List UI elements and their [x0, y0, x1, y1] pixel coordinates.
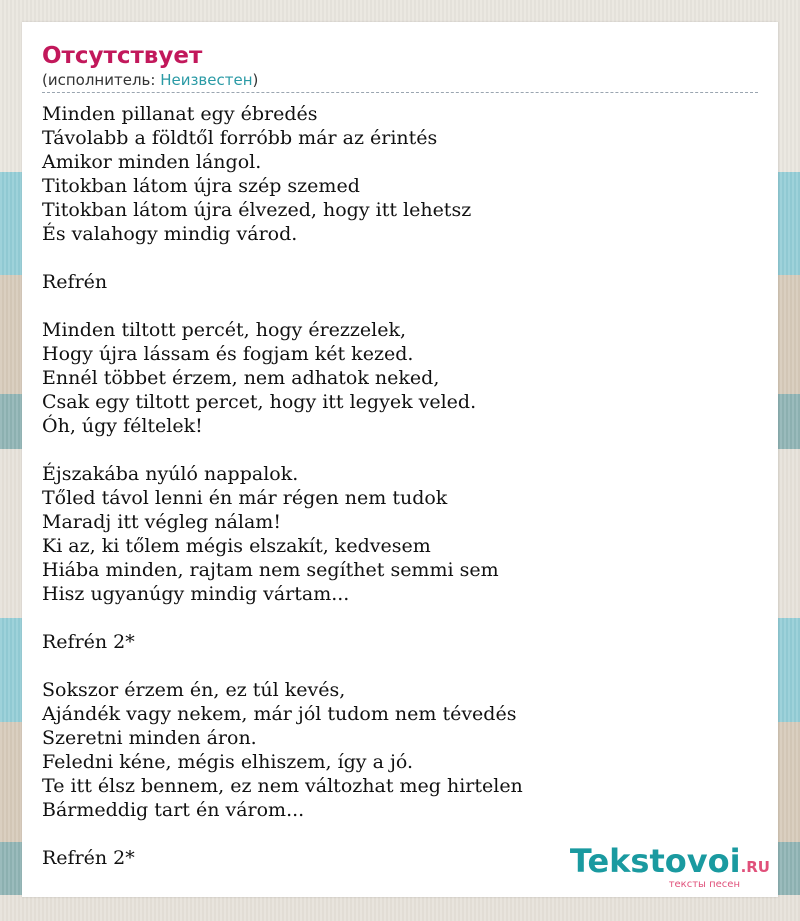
lyric-line: Ajándék vagy nekem, már jól tudom nem tévedés — [42, 703, 517, 725]
logo-tagline: тексты песен — [668, 879, 740, 890]
lyric-line: Éjszakába nyúló nappalok. — [42, 463, 299, 485]
lyrics-body — [42, 102, 758, 870]
logo-tld: .RU — [740, 858, 770, 876]
lyric-line: Refrén 2* — [42, 847, 135, 869]
logo-wordmark — [570, 844, 770, 884]
lyric-line: Hisz ugyanúgy mindig vártam... — [42, 583, 350, 605]
lyric-blank-line — [42, 606, 758, 630]
lyric-line: Maradj itt végleg nálam! — [42, 511, 281, 533]
song-title: Отсутствует — [42, 43, 203, 69]
lyric-line: Ennél többet érzem, nem adhatok neked, — [42, 367, 440, 389]
lyric-line: Refrén — [42, 271, 108, 293]
lyric-line: Te itt élsz bennem, ez nem változhat meg hirtelen — [42, 775, 523, 797]
lyric-line: Szeretni minden áron. — [42, 727, 257, 749]
artist-suffix: ) — [252, 71, 259, 89]
lyric-line: Feledni kéne, mégis elhiszem, így a jó. — [42, 751, 413, 773]
site-logo[interactable] — [570, 844, 770, 891]
lyric-line: És valahogy mindig várod. — [42, 223, 298, 245]
lyric-line: Refrén 2* — [42, 631, 135, 653]
lyric-line: Minden pillanat egy ébredés — [42, 103, 318, 125]
artist-link[interactable]: Неизвестен — [160, 71, 253, 89]
lyric-line: Tőled távol lenni én már régen nem tudok — [42, 487, 448, 509]
lyric-line: Hiába minden, rajtam nem segíthet semmi sem — [42, 559, 499, 581]
lyric-blank-line — [42, 294, 758, 318]
lyric-line: Amikor minden lángol. — [42, 151, 262, 173]
lyric-blank-line — [42, 246, 758, 270]
lyric-line: Titokban látom újra szép szemed — [42, 175, 360, 197]
artist-prefix: (исполнитель: — [42, 71, 161, 89]
lyric-line: Hogy újra lássam és fogjam két kezed. — [42, 343, 414, 365]
lyric-line: Óh, úgy féltelek! — [42, 415, 203, 437]
lyric-line: Minden tiltott percét, hogy érezzelek, — [42, 319, 407, 341]
lyric-line: Ki az, ki tőlem mégis elszakít, kedvesem — [42, 535, 431, 557]
lyric-line: Bármeddig tart én várom... — [42, 799, 305, 821]
lyric-blank-line — [42, 438, 758, 462]
lyrics-card — [22, 22, 778, 897]
artist-line — [42, 70, 758, 93]
lyric-line: Távolabb a földtől forróbb már az érintés — [42, 127, 438, 149]
lyric-blank-line — [42, 654, 758, 678]
lyric-line: Sokszor érzem én, ez túl kevés, — [42, 679, 346, 701]
logo-name: Tekstovoi — [569, 842, 741, 880]
lyric-line: Csak egy tiltott percet, hogy itt legyek veled. — [42, 391, 477, 413]
lyric-line: Titokban látom újra élvezed, hogy itt lehetsz — [42, 199, 472, 221]
